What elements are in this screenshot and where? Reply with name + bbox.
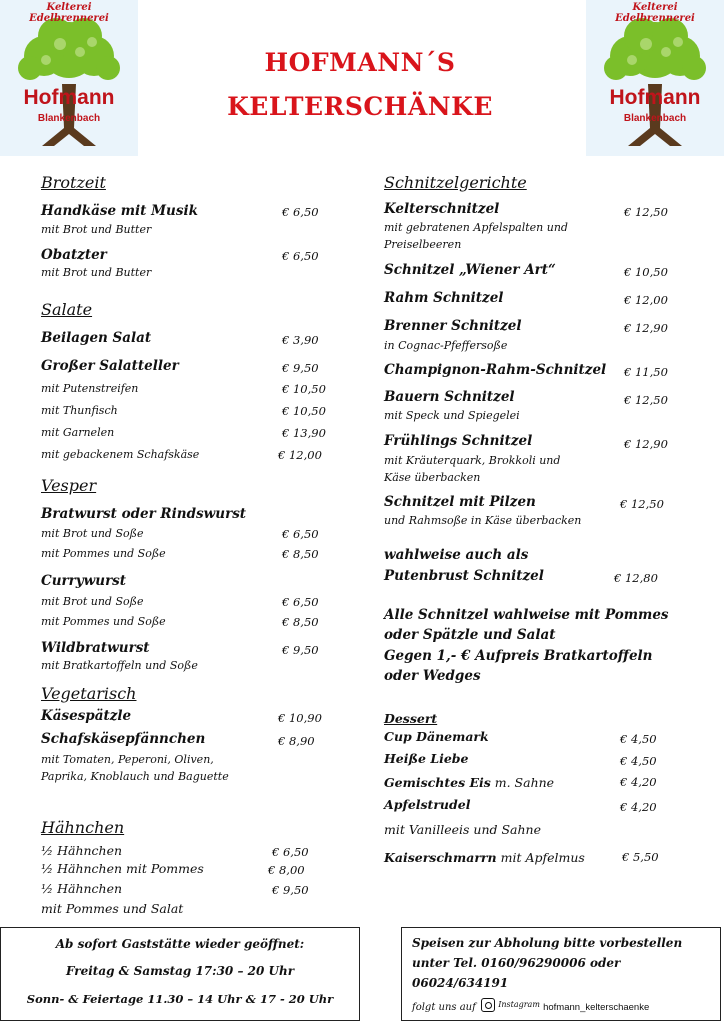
dish-name: Bauern Schnitzel xyxy=(384,389,515,405)
dish-price: € 12,90 xyxy=(624,321,668,335)
dish-desc: in Cognac-Pfeffersoße xyxy=(384,339,508,352)
section-heading-salate: Salate xyxy=(41,300,93,319)
dish-name: Rahm Schnitzel xyxy=(384,290,504,306)
option-desc: mit gebackenem Schafskäse xyxy=(41,448,200,461)
option-desc: mit Brot und Soße xyxy=(41,527,144,540)
dish-name: Obatzter xyxy=(41,247,107,263)
dish-price: € 9,50 xyxy=(282,643,319,657)
schnitzel-info-line: Alle Schnitzel wahlweise mit Pommes xyxy=(384,607,669,623)
option-price: € 8,50 xyxy=(282,615,319,629)
section-heading-haehnchen: Hähnchen xyxy=(41,818,125,837)
dish-price: € 6,50 xyxy=(272,845,309,859)
pickup-line: Speisen zur Abholung bitte vorbestellen xyxy=(412,936,683,950)
follow-text: folgt uns auf xyxy=(412,1002,476,1013)
dish-name: Champignon-Rahm-Schnitzel xyxy=(384,362,607,378)
option-desc: mit Thunfisch xyxy=(41,404,118,417)
instagram-handle[interactable]: hofmann_kelterschaenke xyxy=(543,1002,650,1013)
dish-name: ½ Hähnchen mit Pommes xyxy=(41,861,204,876)
section-heading-vesper: Vesper xyxy=(41,476,97,495)
pute-line2: Putenbrust Schnitzel xyxy=(384,568,544,584)
dessert-price: € 5,50 xyxy=(622,850,659,864)
dessert-name: Kaiserschmarrn xyxy=(384,850,497,865)
dish-name: Kelterschnitzel xyxy=(384,201,500,217)
opening-hours-line: Sonn- & Feiertage 11.30 – 14 Uhr & 17 - 20 Uhr xyxy=(26,992,334,1006)
logo-sub: Blankenbach xyxy=(37,113,101,124)
dish-name: ½ Hähnchen xyxy=(41,843,123,858)
dessert-name: Cup Dänemark xyxy=(384,729,489,744)
instagram-label: Instagram xyxy=(498,1000,540,1009)
dessert-extra: m. Sahne xyxy=(490,775,555,790)
dish-price: € 6,50 xyxy=(282,205,319,219)
dish-name: Currywurst xyxy=(41,573,127,589)
opening-hours-line: Ab sofort Gaststätte wieder geöffnet: xyxy=(55,937,305,951)
opening-hours-line: Freitag & Samstag 17:30 – 20 Uhr xyxy=(65,964,295,978)
section-heading-schnitzel: Schnitzelgerichte xyxy=(384,173,527,192)
dish-price: € 10,90 xyxy=(278,711,322,725)
dish-price: € 12,50 xyxy=(624,393,668,407)
dessert-name: Gemischtes Eis xyxy=(384,775,491,790)
section-heading-vegetarisch: Vegetarisch xyxy=(41,684,137,703)
dish-name: Beilagen Salat xyxy=(41,330,152,346)
dish-name: Schnitzel „Wiener Art“ xyxy=(384,262,556,278)
dish-desc: und Rahmsoße in Käse überbacken xyxy=(384,514,582,527)
pute-line1: wahlweise auch als xyxy=(384,547,529,563)
option-desc: mit Garnelen xyxy=(41,426,115,439)
logo-arc-text: Kelterei Edelbrennerei xyxy=(29,2,109,24)
dish-desc: mit Pommes und Salat xyxy=(41,901,184,916)
dish-price: € 10,50 xyxy=(624,265,668,279)
option-price: € 13,90 xyxy=(282,426,326,440)
logo-right xyxy=(586,0,724,156)
dish-desc: mit Kräuterquark, Brokkoli und xyxy=(384,454,561,467)
dish-desc: Käse überbacken xyxy=(384,471,481,484)
dish-name: Frühlings Schnitzel xyxy=(384,433,533,449)
dessert-price: € 4,20 xyxy=(620,800,657,814)
option-price: € 12,00 xyxy=(278,448,322,462)
dessert-price: € 4,50 xyxy=(620,754,657,768)
dish-desc: mit gebratenen Apfelspalten und xyxy=(384,221,568,234)
page-title-line2: KELTERSCHÄNKE xyxy=(227,92,493,121)
dessert-eis-line xyxy=(384,772,554,791)
logo-brand: Hofmann xyxy=(23,86,115,109)
section-heading-brotzeit: Brotzeit xyxy=(41,173,106,192)
dessert-extra: mit Apfelmus xyxy=(496,850,585,865)
dish-name: Handkäse mit Musik xyxy=(41,203,198,219)
option-price: € 8,50 xyxy=(282,547,319,561)
dish-price: € 12,50 xyxy=(620,497,664,511)
dish-price: € 3,90 xyxy=(282,333,319,347)
dish-price: € 8,90 xyxy=(278,734,315,748)
page-title-line1: HOFMANN´S xyxy=(264,48,456,77)
dish-desc: mit Speck und Spiegelei xyxy=(384,409,520,422)
instagram-icon xyxy=(481,998,495,1012)
schnitzel-info-line: Gegen 1,- € Aufpreis Bratkartoffeln xyxy=(384,648,653,664)
schnitzel-info-line: oder Wedges xyxy=(384,668,481,684)
option-desc: mit Putenstreifen xyxy=(41,382,139,395)
logo-left xyxy=(0,0,138,156)
option-price: € 10,50 xyxy=(282,382,326,396)
dessert-price: € 4,20 xyxy=(620,775,657,789)
dish-desc: mit Tomaten, Peperoni, Oliven, xyxy=(41,753,214,766)
dish-name: Schnitzel mit Pilzen xyxy=(384,494,536,510)
pickup-line: 06024/634191 xyxy=(412,976,509,990)
dessert-desc: mit Vanilleeis und Sahne xyxy=(384,822,541,837)
logo-arc-text: Kelterei Edelbrennerei xyxy=(615,2,695,24)
dish-desc: mit Brot und Butter xyxy=(41,266,152,279)
dish-desc: Preiselbeeren xyxy=(384,238,462,251)
dish-name: Bratwurst oder Rindswurst xyxy=(41,506,247,522)
dish-name: Brenner Schnitzel xyxy=(384,318,522,334)
dish-price: € 9,50 xyxy=(272,883,309,897)
dish-name: Großer Salatteller xyxy=(41,358,179,374)
option-desc: mit Brot und Soße xyxy=(41,595,144,608)
dish-price: € 8,00 xyxy=(268,863,305,877)
dish-name: Schafskäsepfännchen xyxy=(41,731,206,747)
option-price: € 10,50 xyxy=(282,404,326,418)
dish-name: ½ Hähnchen xyxy=(41,881,123,896)
dish-price: € 6,50 xyxy=(282,249,319,263)
dish-price: € 12,00 xyxy=(624,293,668,307)
pickup-line: unter Tel. 0160/96290006 oder xyxy=(412,956,621,970)
schnitzel-info-line: oder Spätzle und Salat xyxy=(384,627,556,643)
dish-desc: mit Brot und Butter xyxy=(41,223,152,236)
option-desc: mit Pommes und Soße xyxy=(41,615,166,628)
dish-desc: mit Bratkartoffeln und Soße xyxy=(41,659,198,672)
dish-price: € 11,50 xyxy=(624,365,668,379)
dish-desc: Paprika, Knoblauch und Baguette xyxy=(41,770,229,783)
dessert-name: Apfelstrudel xyxy=(384,797,471,812)
logo-brand: Hofmann xyxy=(609,86,701,109)
section-heading-dessert: Dessert xyxy=(384,711,438,726)
dish-price: € 9,50 xyxy=(282,361,319,375)
instagram-row xyxy=(412,998,649,1013)
dessert-kaiser-line xyxy=(384,847,585,866)
pute-price: € 12,80 xyxy=(614,571,658,585)
dish-name: Käsespätzle xyxy=(41,708,132,724)
option-price: € 6,50 xyxy=(282,527,319,541)
logo-sub: Blankenbach xyxy=(623,113,687,124)
option-price: € 6,50 xyxy=(282,595,319,609)
dessert-price: € 4,50 xyxy=(620,732,657,746)
dish-price: € 12,90 xyxy=(624,437,668,451)
dish-name: Wildbratwurst xyxy=(41,640,150,656)
dessert-name: Heiße Liebe xyxy=(384,751,469,766)
dish-price: € 12,50 xyxy=(624,205,668,219)
option-desc: mit Pommes und Soße xyxy=(41,547,166,560)
